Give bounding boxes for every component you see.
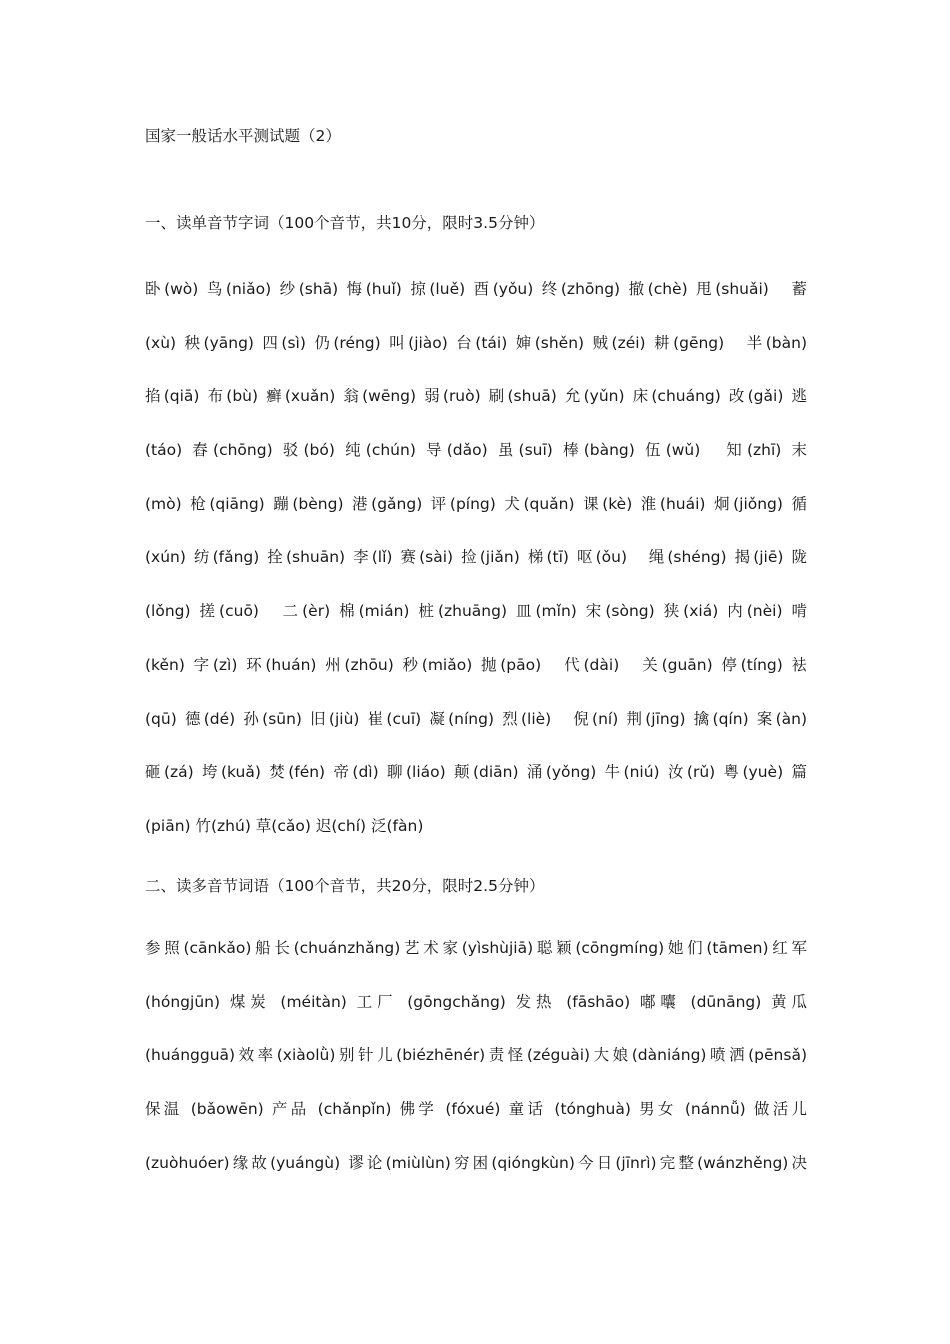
section-1-line: (xún) 纺(fǎng) 拴(shuān) 李(lǐ) 赛(sài) 捡(jiǎn) 梯(tī) 呕(ǒu) 绳(shéng) 揭(jiē) 陇 (145, 548, 807, 567)
section-1-line: (kěn) 字(zì) 环(huán) 州(zhōu) 秒(miǎo) 抛(pāo) 代(dài) 关(guān) 停(tíng) 袪 (145, 655, 807, 674)
document-title: 国家一般话水平测试题（2） (145, 127, 341, 145)
section-1-line: 掐(qiā) 布(bù) 癣(xuǎn) 翁(wēng) 弱(ruò) 刷(shuā) 允(yǔn) 床(chuáng) 改(gǎi) 逃 (145, 387, 807, 406)
section-2-line: (zuòhuóer)缘故(yuángù) 谬论(miùlùn)穷困(qióngkùn)今日(jīnrì)完整(wánzhěng)决 (145, 1153, 807, 1172)
section-1-line: (piān) 竹(zhú) 草(cǎo) 迟(chí) 泛(fàn) (145, 816, 424, 835)
section-1-line: (táo) 舂(chōng) 驳(bó) 纯(chún) 导(dǎo) 虽(suī) 棒(bàng) 伍(wǔ) 知(zhī) 末 (145, 441, 807, 460)
section-1-line: (mò) 枪(qiāng) 蹦(bèng) 港(gǎng) 评(píng) 犬(quǎn) 课(kè) 淮(huái) 炯(jiǒng) 循 (145, 494, 807, 513)
section-1-body (145, 277, 807, 868)
section-2-line: (huángguā)效率(xiàolǜ)别针儿(biézhēnér)责怪(zéguài)大娘(dàniáng)喷洒(pēnsǎ) (145, 1046, 807, 1065)
section-1-line: 卧(wò) 鸟(niǎo) 纱(shā) 悔(huǐ) 掠(luě) 酉(yǒu) 终(zhōng) 撤(chè) 甩(shuǎi) 蓄 (145, 280, 807, 298)
section-1-line: (lǒng) 搓(cuō) 二(èr) 棉(mián) 桩(zhuāng) 皿(mǐn) 宋(sòng) 狭(xiá) 内(nèi) 啃 (145, 602, 807, 621)
section-2-heading: 二、读多音节词语（100个音节，共20分，限时2.5分钟） (145, 877, 545, 895)
section-2-line: (hóngjūn) 煤炭 (méitàn) 工厂 (gōngchǎng) 发热 (fāshāo) 嘟囔 (dūnāng) 黄瓜 (145, 992, 807, 1011)
section-2-line: 保温 (bǎowēn) 产品 (chǎnpǐn) 佛学 (fóxué) 童话 (tónghuà) 男女 (nánnǚ) 做活儿 (145, 1100, 807, 1119)
section-1-line: 砸(zá) 垮(kuǎ) 焚(fén) 帝(dì) 聊(liáo) 颠(diān) 涌(yǒng) 牛(niú) 汝(rǔ) 粤(yuè) 篇 (145, 763, 807, 782)
section-1-line: (xù) 秧(yāng) 四(sì) 仍(réng) 叫(jiào) 台(tái) 婶(shěn) 贼(zéi) 耕(gēng) 半(bàn) (145, 333, 807, 352)
section-2-body (145, 936, 807, 1204)
section-2-line: 参照(cānkǎo)船长(chuánzhǎng)艺术家(yìshùjiā)聪颖(cōngmíng)她们(tāmen)红军 (145, 939, 807, 957)
section-1-line: (qū) 德(dé) 孙(sūn) 旧(jiù) 崔(cuī) 凝(níng) 烈(liè) 倪(ní) 荆(jīng) 擒(qín) 案(àn) (145, 709, 807, 728)
section-1-heading: 一、读单音节字词（100个音节，共10分，限时3.5分钟） (145, 214, 545, 232)
